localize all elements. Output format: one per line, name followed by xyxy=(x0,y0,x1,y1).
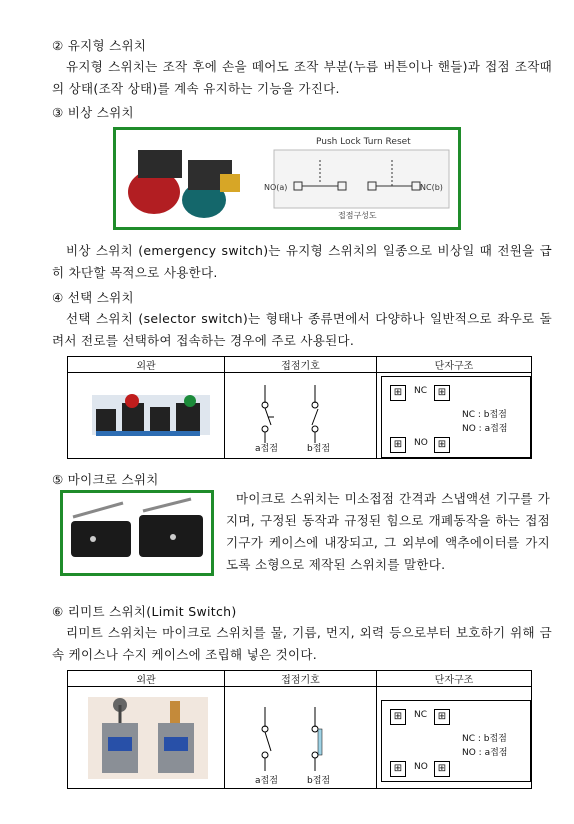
terminal-structure-cell xyxy=(377,373,532,459)
selector-switch-photo xyxy=(68,373,225,459)
terminal-diagram: ⊞ NC ⊞ ⊞ NO ⊞ NC : b접점 NO : a접점 xyxy=(381,376,531,458)
legend-nc: NC : b접점 xyxy=(462,733,507,744)
section-heading-selector-switch: ④ 선택 스위치 xyxy=(52,290,134,305)
nc-label: NC xyxy=(414,709,428,720)
legend-no: NO : a접점 xyxy=(462,747,508,758)
section-heading-maintained-switch: ② 유지형 스위치 xyxy=(52,38,147,53)
paragraph-selector-switch: 선택 스위치 (selector switch)는 형태나 종류면에서 다양하나 일반적으로 좌우로 돌려서 전로를 선택하여 접속하는 경우에 주로 사용된다. xyxy=(52,311,552,348)
paragraph-maintained-switch: 유지형 스위치는 조작 후에 손을 떼어도 조작 부분(누름 버튼이나 핸들)과 접점 조작때의 상태(조작 상태)를 계속 유지하는 기능을 가진다. xyxy=(52,59,552,96)
selector-switch-table xyxy=(67,356,532,459)
section-heading-micro-switch: ⑤ 마이크로 스위치 xyxy=(52,472,159,487)
limit-switch-table xyxy=(67,670,532,789)
a-contact-label: a접점 xyxy=(255,776,278,786)
table-header-contact-symbol: 접점기호 xyxy=(225,671,377,687)
b-contact-label: b접점 xyxy=(307,444,331,454)
paragraph-micro-switch: 마이크로 스위치는 미소접점 간격과 스냅액션 기구를 가지며, 구정된 동작과 규정된 힘으로 개폐동작을 하는 접점기구가 케이스에 내장되고, 그 외부에 액추에이터를 가지도록 소형으로 제작된 스위치를 말한다. xyxy=(226,491,550,572)
table-header-contact-symbol: 접점기호 xyxy=(225,357,377,373)
paragraph-limit-switch: 리미트 스위치는 마이크로 스위치를 물, 기름, 먼지, 외력 등으로부터 보호하기 위해 금속 케이스나 수지 케이스에 조립해 넣은 것이다. xyxy=(52,625,552,662)
section-heading-emergency-switch: ③ 비상 스위치 xyxy=(52,105,134,120)
diagram-label-nc: NC(b) xyxy=(420,183,443,192)
diagram-caption: 접점구성도 xyxy=(338,211,377,220)
micro-switch-photo xyxy=(60,490,214,576)
no-label: NO xyxy=(414,437,428,448)
nc-label: NC xyxy=(414,385,428,396)
contact-symbol-cell xyxy=(225,373,377,459)
b-contact-label: b접점 xyxy=(307,776,331,786)
table-header-terminal: 단자구조 xyxy=(377,357,532,373)
paragraph-emergency-switch: 비상 스위치 (emergency switch)는 유지형 스위치의 일종으로 비상일 때 전원을 급히 차단할 목적으로 사용한다. xyxy=(52,243,552,280)
terminal-structure-cell xyxy=(377,687,532,789)
section-heading-limit-switch: ⑥ 리미트 스위치(Limit Switch) xyxy=(52,604,237,619)
table-header-terminal: 단자구조 xyxy=(377,671,532,687)
table-header-appearance: 외관 xyxy=(68,671,225,687)
a-contact-label: a접점 xyxy=(255,444,278,454)
legend-nc: NC : b접점 xyxy=(462,409,507,420)
emergency-switch-illustration xyxy=(116,130,458,227)
no-label: NO xyxy=(414,761,428,772)
legend-no: NO : a접점 xyxy=(462,423,508,434)
terminal-diagram: ⊞ NC ⊞ ⊞ NO ⊞ NC : b접점 NO : a접점 xyxy=(381,700,531,782)
emergency-switch-figure xyxy=(113,127,461,230)
diagram-title: Push Lock Turn Reset xyxy=(316,137,411,147)
diagram-label-no: NO(a) xyxy=(264,183,288,192)
limit-switch-photo xyxy=(68,687,225,789)
contact-symbol-cell xyxy=(225,687,377,789)
table-header-appearance: 외관 xyxy=(68,357,225,373)
